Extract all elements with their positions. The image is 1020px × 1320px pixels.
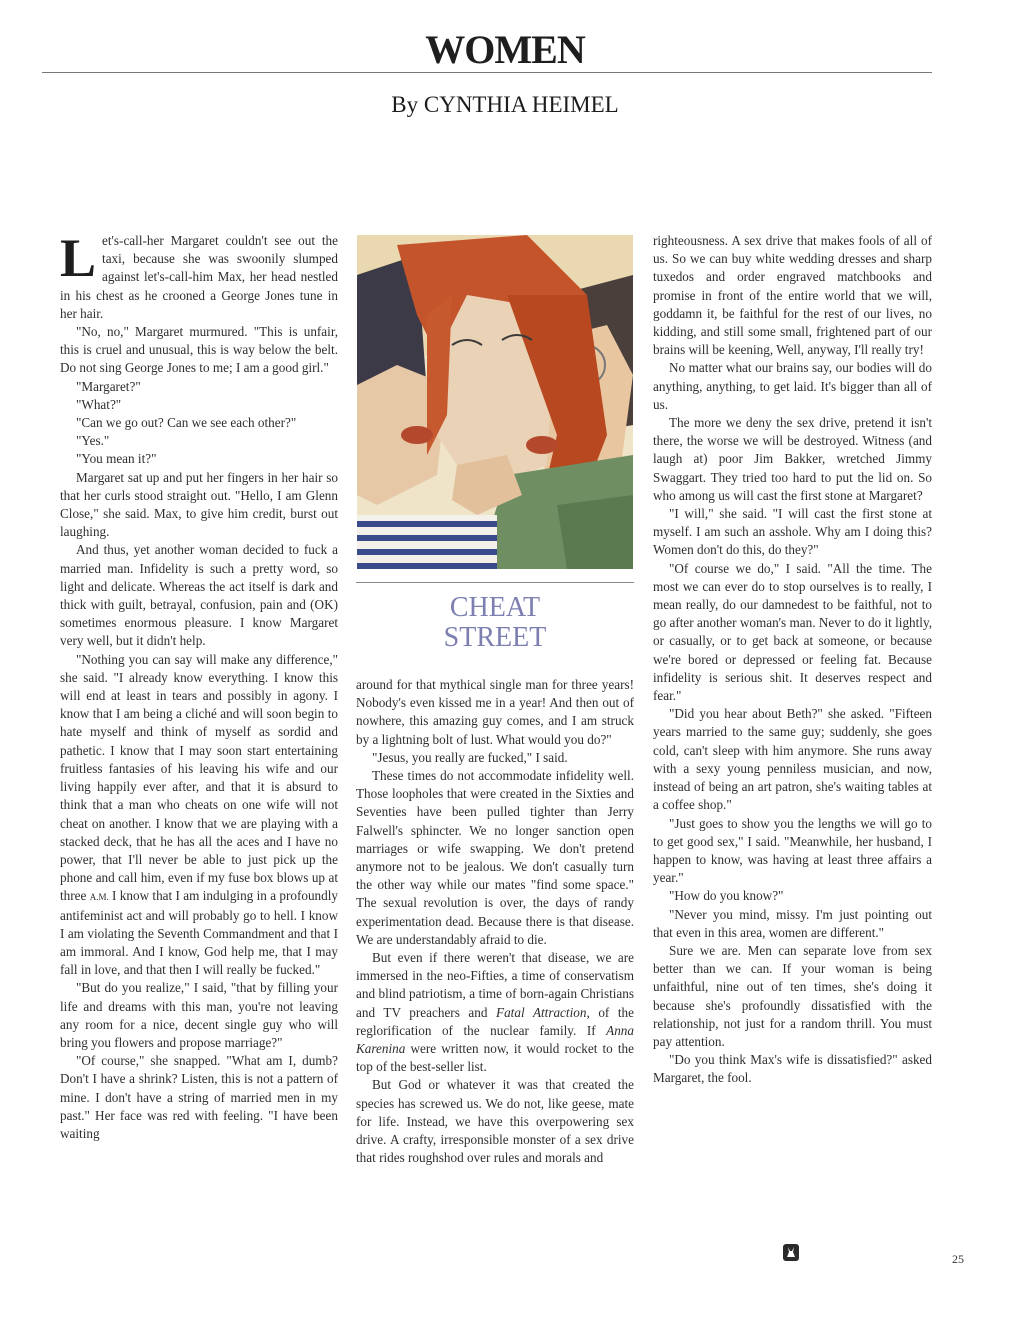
paragraph: Let's-call-her Margaret couldn't see out the taxi, because she was swoonily slumped against let's-call-him Max, her head nestled in his chest as he crooned a George Jones tune in her hair.: [60, 228, 338, 321]
paragraph: "Nothing you can say will make any difference," she said. "I already know everything. I know this will end at least in tears and possibly in agony. I know that I am being a cliché and will soon begin to hate myself and think of myself as sordid and pathetic. I know that I may soon start entertaining fruitless fantasies of his leaving his wife and our living happily ever after, and that it is absurd to think that a man who cheats on one wife will not cheat on another. I know that we are playing with a stacked deck, that he has all the aces and I have no power, that I'll never be able to just pick up the phone and call him, even if my fuse box blows up at three A.M. I know that I am indulging in a profoundly antifeminist act and will probably go to hell. I know I am violating the Seventh Commandment and that I am immoral. And I know, God help me, that I may fall in love, and that then I will really be fucked.": [60, 651, 338, 978]
paragraph: "Never you mind, missy. I'm just pointing out that even in this area, women are different.": [653, 906, 932, 940]
headline-rule: [356, 582, 634, 583]
paragraph: "Jesus, you really are fucked," I said.: [372, 749, 568, 765]
paragraph: "Can we go out? Can we see each other?": [76, 415, 297, 431]
paragraph: "You mean it?": [76, 451, 157, 467]
paragraph: around for that mythical single man for three years! Nobody's even kissed me in a year! And then out of nowhere, this amazing guy comes, and I am struck by a lightning bolt of lust. What would you do?": [356, 677, 634, 747]
section-title: WOMEN: [425, 27, 585, 72]
paragraph: These times do not accommodate infidelity well. Those loopholes that were created in the Sixties and Seventies have been pulled tighter than Jerry Falwell's sphincter. We no longer sanction open marriages or wife swapping. We don't pretend anymore not to be jealous. We don't casually turn the other way while our mates "find some space." The sexual revolution is over, the days of randy experimentation dead. Because there is that disease. We are understandably afraid to die.: [356, 768, 634, 947]
headline-line-1: CHEAT: [449, 592, 541, 623]
article-column-3: [653, 232, 932, 1088]
article-headline: [356, 593, 634, 653]
drop-cap: L: [60, 228, 97, 288]
kissing-couple-illustration: [357, 235, 633, 569]
illustration-art: [357, 235, 633, 569]
paragraph: Margaret sat up and put her fingers in her hair so that her curls stood straight out. "Hello, I am Glenn Close," she said. Max, to give him credit, burst out laughing.: [60, 469, 338, 540]
paragraph: "What?": [76, 396, 122, 412]
paragraph: "Of course we do," I said. "All the time. The most we can ever do to stop ourselves is to really, I mean really, do our damnedest to be faithful, not to go after another woman's man. Never to do it lightly, or casually, or to get back at someone, or because we're bored or depressed or feeling fat. Because infidelity is serious shit. It deserves respect and fear.": [653, 560, 932, 704]
paragraph: "Yes.": [76, 433, 110, 449]
paragraph: "Just goes to show you the lengths we will go to to get good sex," I said. "Meanwhile, her husband, I happen to know, was having at least three affairs a year.": [653, 815, 932, 886]
headline-line-2: STREET: [443, 622, 547, 653]
paragraph: And thus, yet another woman decided to fuck a married man. Infidelity is such a pretty word, so light and delicate. Whereas the act itself is dark and thick with guilt, betrayal, confusion, pain and (OK) sometimes enormous pleasure. I know Margaret very well, but it didn't help.: [60, 542, 338, 649]
paragraph: But even if there weren't that disease, we are immersed in the neo-Fifties, a time of conservatism and blind patriotism, a time of born-again Christians and TV preachers and Fatal Attraction, of the reglorification of the nuclear family. If Anna Karenina were written now, it would rocket to the top of the best-seller list.: [356, 950, 634, 1075]
paragraph: The more we deny the sex drive, pretend it isn't there, the worse we will be destroyed. Witness (and laugh at) poor Jim Bakker, wretched Jimmy Swaggart. They tried too hard to put the lid on. So who among us will cast the first stone at Margaret?: [653, 415, 932, 503]
paragraph: "Do you think Max's wife is dissatisfied?" asked Margaret, the fool.: [653, 1052, 932, 1086]
header-rule: [42, 72, 932, 73]
paragraph: But God or whatever it was that created the species has screwed us. We do not, like geese, mate for life. Instead, we have this overpowering sex drive. A crafty, irresponsible monster of a sex drive that rides roughshod over rules and morals and: [356, 1077, 634, 1166]
paragraph: "But do you realize," I said, "that by filling your life and dreams with this man, you're not leaving any room for a nice, decent single guy who will bring you flowers and propose marriage?": [60, 980, 338, 1050]
paragraph: Sure we are. Men can separate love from sex better than we can. If your woman is being unfaithful, nine out of ten times, she's doing it because she's profoundly dissatisfied with the relationship, not just for a random thrill. You must pay attention.: [653, 942, 932, 1049]
paragraph: No matter what our brains say, our bodies will do anything, anything, to get laid. It's bigger than all of us.: [653, 360, 932, 412]
paragraph: "Did you hear about Beth?" she asked. "Fifteen years married to the same guy; suddenly, she goes cold, can't sleep with him anymore. She runs away with a sexy young penniless musician, and now, instead of being an art patron, she's waiting tables at a coffee shop.": [653, 706, 932, 813]
article-column-2: [356, 676, 634, 1167]
paragraph: "No, no," Margaret murmured. "This is unfair, this is cruel and unusual, this is way below the belt. Do not sing George Jones to me; I am a good girl.": [60, 324, 338, 376]
paragraph: "I will," she said. "I will cast the first stone at myself. I am such an asshole. Why am I doing this? Women don't do this, do they?": [653, 506, 932, 558]
paragraph: "How do you know?": [669, 888, 784, 904]
article-column-1: [60, 228, 338, 1143]
paragraph: "Of course," she snapped. "What am I, dumb? Don't I have a shrink? Listen, this is not a pattern of mine. I don't have a string of married men in my past." Her face was red with feeling. "I have been waiting: [60, 1053, 338, 1141]
paragraph: "Margaret?": [76, 378, 141, 394]
page-number: 25: [952, 1252, 964, 1266]
byline: By CYNTHIA HEIMEL: [391, 92, 619, 117]
paragraph: righteousness. A sex drive that makes fools of all of us. So we can buy white wedding dresses and sharp tuxedos and order engraved matchbooks and promise in front of the entire world that we will, goddamn it, be faithful for the rest of our lives, no kidding, and still some small, frightened part of our brains will be keening, Well, anyway, I'll really try!: [653, 233, 932, 358]
playboy-bunny-logo-icon: [783, 1244, 799, 1261]
